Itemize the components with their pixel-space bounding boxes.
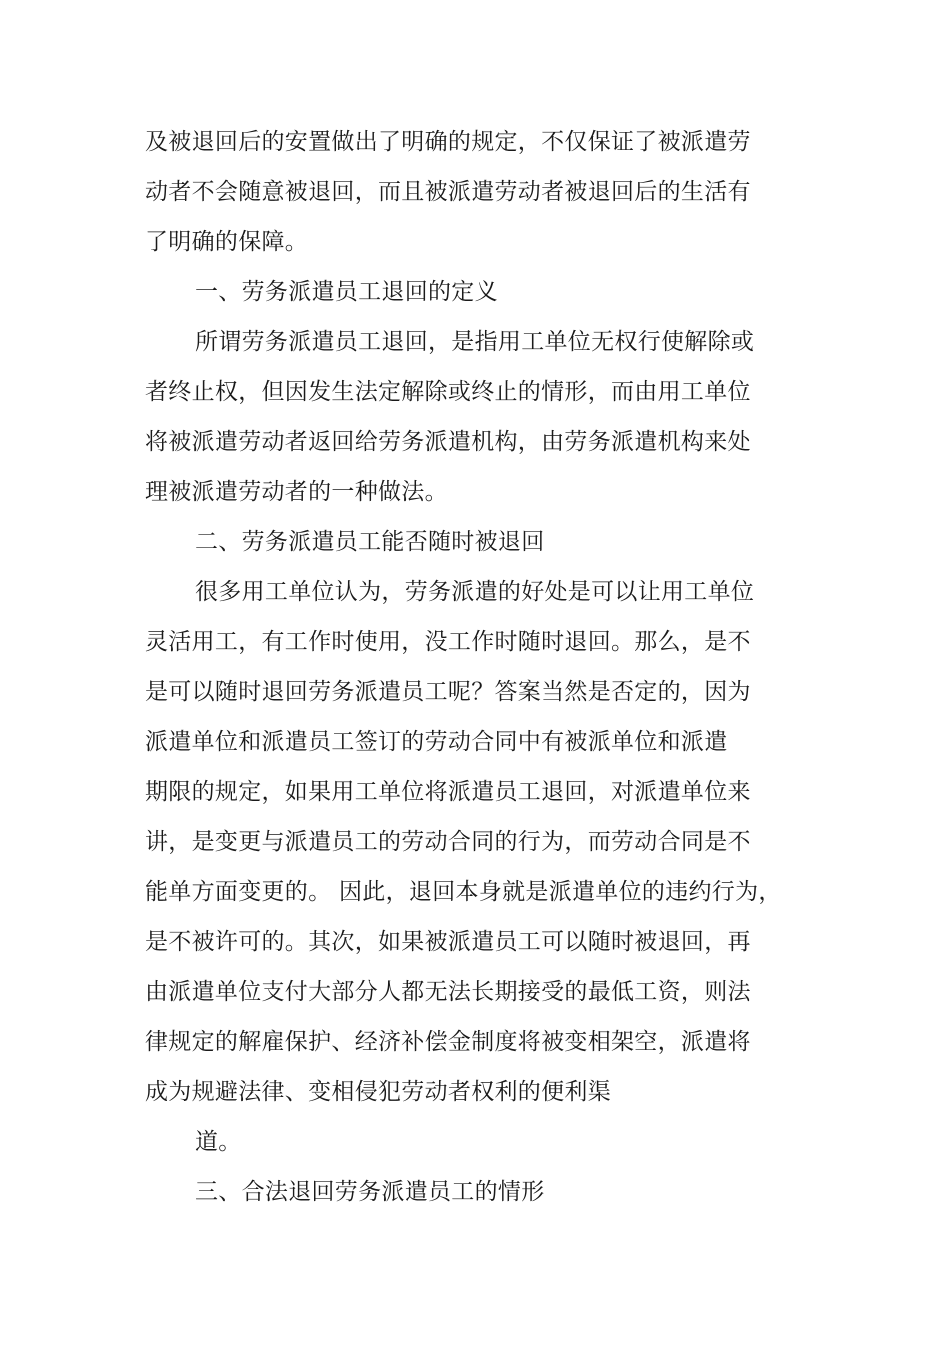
paragraph-line: 是可以随时退回劳务派遣员工呢？答案当然是否定的，因为 [145,679,751,705]
paragraph-line: 律规定的解雇保护、经济补偿金制度将被变相架空，派遣将 [145,1029,751,1055]
paragraph-line: 所谓劳务派遣员工退回，是指用工单位无权行使解除或 [195,329,755,355]
section-heading: 三、合法退回劳务派遣员工的情形 [195,1179,545,1205]
paragraph-line: 了明确的保障。 [145,229,309,255]
paragraph-line: 理被派遣劳动者的一种做法。 [145,479,448,505]
paragraph-line: 由派遣单位支付大部分人都无法长期接受的最低工资，则法 [145,979,751,1005]
paragraph-line: 很多用工单位认为，劳务派遣的好处是可以让用工单位 [195,579,755,605]
paragraph-line: 动者不会随意被退回，而且被派遣劳动者被退回后的生活有 [145,179,751,205]
paragraph-line: 派遣单位和派遣员工签订的劳动合同中有被派单位和派遣 [145,729,728,755]
section-heading: 二、劳务派遣员工能否随时被退回 [195,529,545,555]
paragraph-line: 成为规避法律、变相侵犯劳动者权利的便利渠 [145,1079,611,1105]
paragraph-line: 能单方面变更的。 因此，退回本身就是派遣单位的违约行为， [145,879,782,905]
section-heading: 一、劳务派遣员工退回的定义 [195,279,498,305]
paragraph-line: 讲，是变更与派遣员工的劳动合同的行为，而劳动合同是不 [145,829,751,855]
paragraph-line: 将被派遣劳动者返回给劳务派遣机构，由劳务派遣机构来处 [145,429,751,455]
paragraph-line: 是不被许可的。其次，如果被派遣员工可以随时被退回，再 [145,929,751,955]
paragraph-line: 道。 [195,1129,242,1155]
paragraph-line: 及被退回后的安置做出了明确的规定，不仅保证了被派遣劳 [145,129,751,155]
paragraph-line: 期限的规定，如果用工单位将派遣员工退回，对派遣单位来 [145,779,751,805]
paragraph-line: 灵活用工，有工作时使用，没工作时随时退回。那么，是不 [145,629,751,655]
paragraph-line: 者终止权，但因发生法定解除或终止的情形，而由用工单位 [145,379,751,405]
